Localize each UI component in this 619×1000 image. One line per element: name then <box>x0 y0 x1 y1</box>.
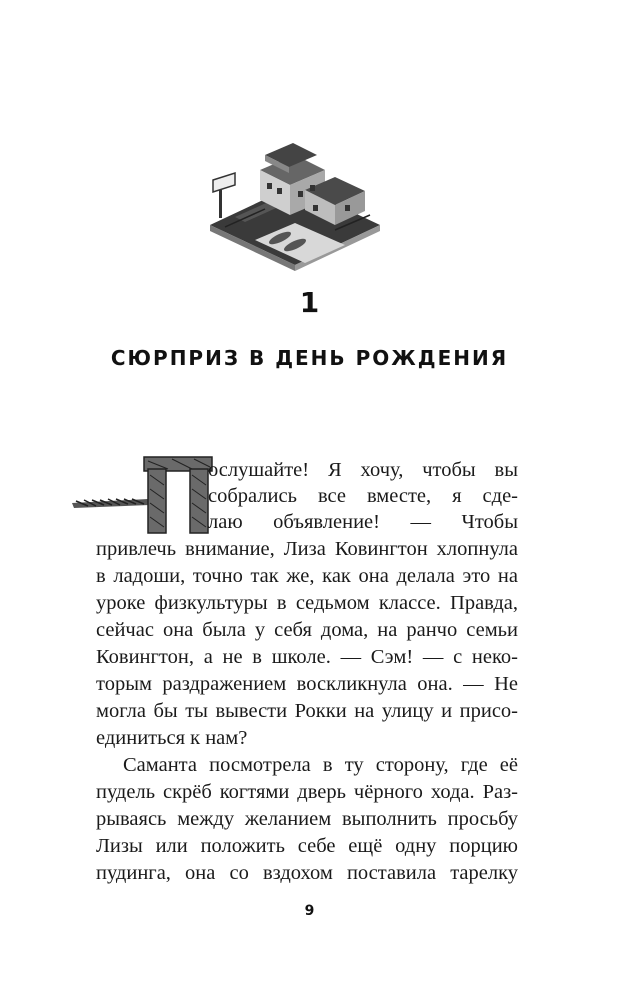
body-line: привлечь внимание, Лиза Ковингтон хлопнула <box>96 538 518 560</box>
drop-cap-letter <box>138 455 218 535</box>
body-line: собрались все вместе, я сде- <box>208 485 518 507</box>
body-line: Саманта посмотрела в ту сторону, где её <box>123 754 518 776</box>
body-line: Лизы или положить себе ещё одну порцию <box>96 835 518 857</box>
body-line: пудинга, она со вздохом поставила тарелку <box>96 862 518 884</box>
chapter-title: СЮРПРИЗ В ДЕНЬ РОЖДЕНИЯ <box>110 346 509 370</box>
body-line: единиться к нам? <box>96 727 248 749</box>
body-line: уроке физкультуры в седьмом классе. Правда, <box>96 592 518 614</box>
page-number: 9 <box>304 903 315 919</box>
body-line: сейчас она была у себя дома, на ранчо семьи <box>96 619 518 641</box>
chapter-number: 1 <box>299 286 320 319</box>
body-line: в ладоши, точно так же, как она делала это на <box>96 565 518 587</box>
body-line: лаю объявление! — Чтобы <box>208 511 518 533</box>
body-line: ослушайте! Я хочу, чтобы вы <box>208 459 518 481</box>
body-line: могла бы ты вывести Рокки на улицу и присо- <box>96 700 518 722</box>
body-line: Ковингтон, а не в школе. — Сэм! — с неко- <box>96 646 518 668</box>
ranch-house-illustration <box>205 135 385 275</box>
body-line: торым раздражением воскликнула она. — Не <box>96 673 518 695</box>
body-line: рываясь между желанием выполнить просьбу <box>96 808 518 830</box>
body-line: пудель скрёб когтями дверь чёрного хода. Раз- <box>96 781 518 803</box>
